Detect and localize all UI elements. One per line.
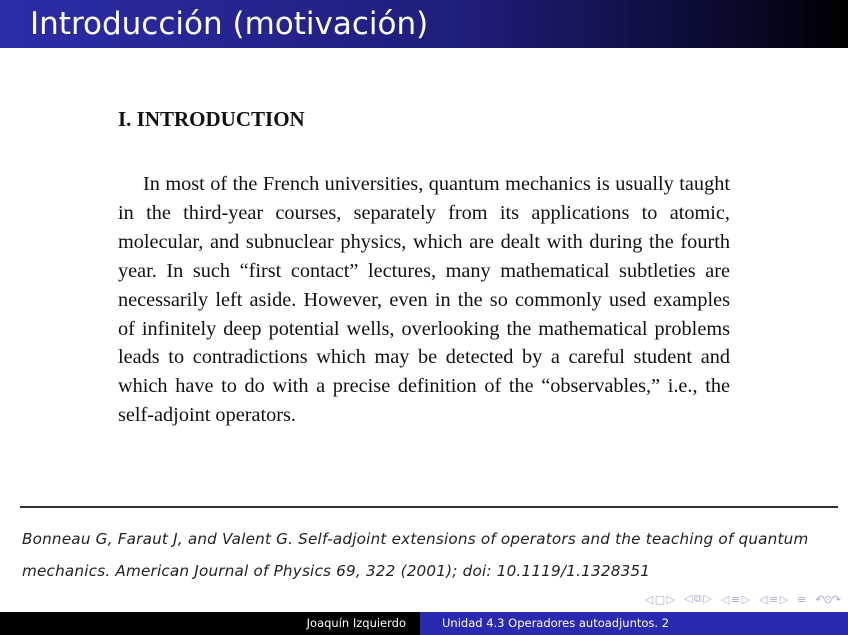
citation-divider [20,506,838,508]
nav-search-icon[interactable]: ↶⊙↷ [815,592,840,606]
nav-frame-prev-icon[interactable]: ◁ □ ▷ [644,592,675,606]
footer-author: Joaquín Izquierdo [0,612,420,635]
nav-section-icon[interactable]: ◁ ≡ ▷ [720,592,749,606]
citation-reference: Bonneau G, Faraut J, and Valent G. Self-adjoint extensions of operators and the teaching of quantum mechanics. American Journal of Physics 69, 322 (2001); doi: 10.1119/1.1328351 [22,530,809,580]
slide-title: Introducción (motivación) [30,6,429,42]
excerpt-heading: I. INTRODUCTION [118,107,305,131]
footer-slide-info: Unidad 4.3 Operadores autoadjuntos. 2 [420,612,848,635]
quoted-paper-excerpt [118,104,730,430]
nav-subsection-icon[interactable]: ◁ ≡ ▷ [758,592,788,606]
excerpt-paragraph: In most of the French universities, quantum mechanics is usually taught in the third-year courses, separately from its applications to atomic, molecular, and subnuclear physics, which are dealt with during the fourth year. In such “first contact” lectures, many mathematical subtleties are necessarily left aside. However, even in the so commonly used examples of infinitely deep potential wells, overlooking the mathematical problems leads to contradictions which may be detected by a careful student and which have to do with a precise definition of the “observables,” i.e., the self-adjoint operators. [118,173,730,427]
beamer-navigation-bar [645,590,840,608]
nav-frame-icon[interactable]: ◁ ⧉ ▷ [684,592,711,605]
slide-footer [0,612,848,635]
nav-align-icon[interactable]: ≡ [797,592,806,606]
title-bar [0,0,848,48]
